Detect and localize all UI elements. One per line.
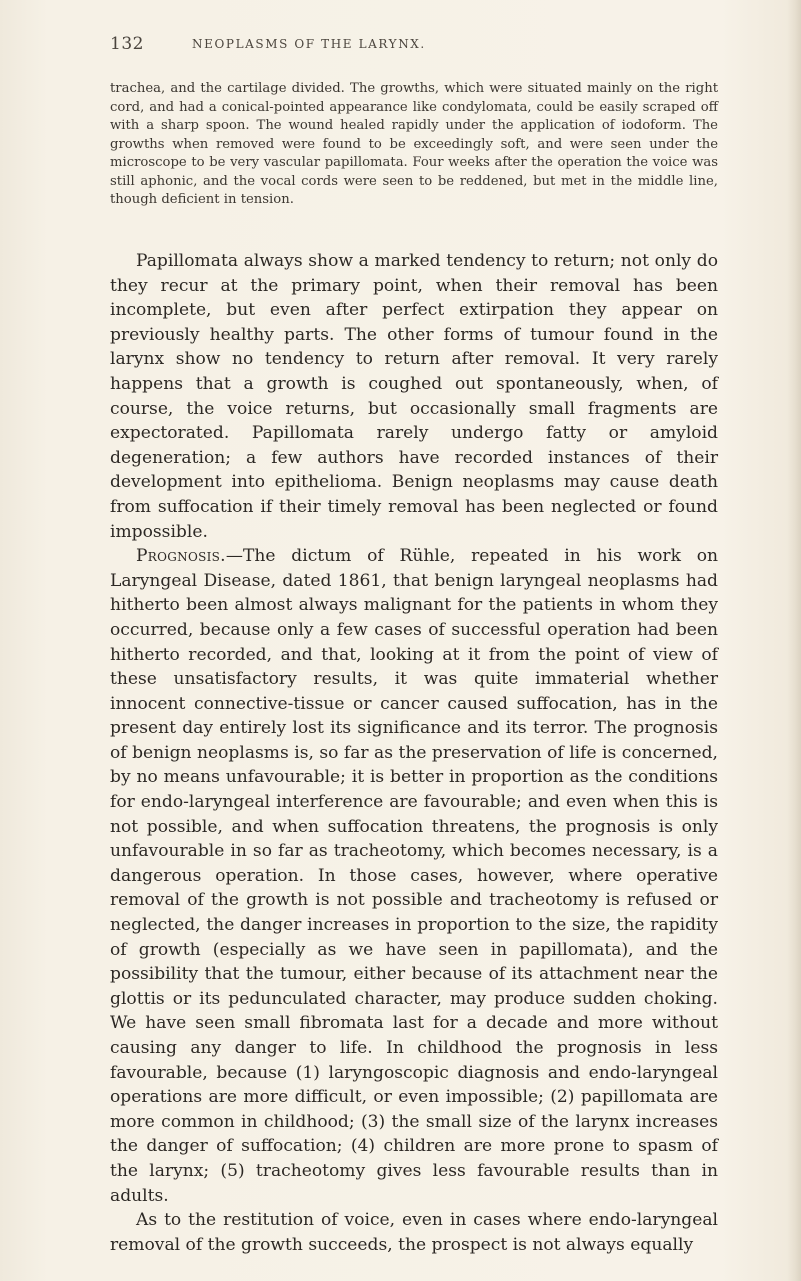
prognosis-heading: Prognosis. — [136, 546, 226, 567]
case-report-paragraph: trachea, and the cartilage divided. The growths, which were situated mainly on the right cord, and had a conical-pointed appearance like condylomata, could be easily scraped off with a sharp spoon. The wound healed rapidly under the application of iodoform. The growths when removed were found to be exceedingly soft, and were seen under the microscope to be very vascular papillomata. Four weeks after the operation the voice was still aphonic, and the vocal cords were seen to be reddened, but met in the middle line, though deficient in tension. — [110, 81, 718, 207]
voice-restitution-paragraph: As to the restitution of voice, even in cases where endo-laryngeal removal of the growth succeeds, the prospect is not always equally — [110, 1210, 718, 1255]
page-header — [110, 34, 720, 58]
page-number: 132 — [110, 34, 144, 54]
papillomata-paragraph: Papillomata always show a marked tendency to return; not only do they recur at the primary point, when their removal has been incomplete, but even after perfect extirpation they appear on previously healthy parts. The other forms of tumour found in the larynx show no tendency to return after removal. It very rarely happens that a growth is coughed out spontaneously, when, of course, the voice returns, but occasionally small fragments are expectorated. Papillomata rarely undergo fatty or amyloid degeneration; a few authors have recorded instances of their development into epithelioma. Benign neoplasms may cause death from suffocation if their timely removal has been neglected or found impossible. — [110, 251, 718, 542]
main-body-text — [110, 249, 718, 1257]
page-edge-shadow — [787, 0, 801, 1281]
prognosis-paragraph — [110, 544, 718, 1208]
running-head: NEOPLASMS OF THE LARYNX. — [192, 37, 426, 51]
prognosis-body: —The dictum of Rühle, repeated in his work on Laryngeal Disease, dated 1861, that benign laryngeal neoplasms had hitherto been almost always malignant for the patients in whom they occurred, because only a few cases of successful operation had been hitherto recorded, and that, looking at it from the point of view of these unsatisfactory results, it was quite immaterial whether innocent connective-tissue or cancer caused suffocation, has in the present day entirely lost its significance and its terror. The prognosis of benign neoplasms is, so far as the preservation of life is concerned, by no means unfavourable; it is better in proportion as the conditions for endo-laryngeal interference are favourable; and even when this is not possible, and when suffocation threatens, the prognosis is only unfavourable in so far as tracheotomy, which becomes necessary, is a dangerous operation. In those cases, however, where operative removal of the growth is not possible and tracheotomy is refused or neglected, the danger increases in proportion to the size, the rapidity of growth (especially as we have seen in papillomata), and the possibility that the tumour, either because of its attachment near the glottis or its pedunculated character, may produce sudden choking. We have seen small fibromata last for a decade and more without causing any danger to life. In childhood the prognosis in less favourable, because (1) laryngoscopic diagnosis and endo-laryngeal operations are more difficult, or even impossible; (2) papillomata are more common in childhood; (3) the small size of the larynx increases the danger of suffocation; (4) children are more prone to spasm of the larynx; (5) tracheotomy gives less favourable results than in adults. — [110, 546, 718, 1206]
